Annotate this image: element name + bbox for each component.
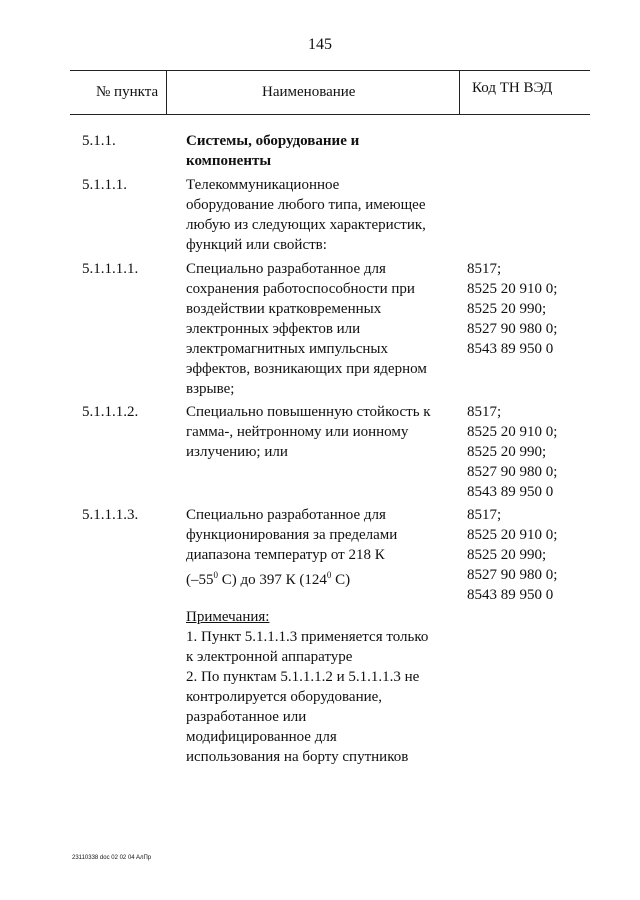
text-line: сохранения работоспособности при xyxy=(186,281,415,297)
temp-part: (–55 xyxy=(186,572,214,588)
code-item: 8527 90 980 0; xyxy=(467,567,558,583)
item-number: 5.1.1.1.3. xyxy=(82,507,139,523)
note-line: модифицированное для xyxy=(186,729,337,745)
note-line: разработанное или xyxy=(186,709,307,725)
header-item-number: № пункта xyxy=(96,84,159,100)
code-list xyxy=(467,505,557,605)
code-item: 8525 20 990; xyxy=(467,301,547,317)
item-description xyxy=(186,175,426,255)
text-line: электронных эффектов или xyxy=(186,321,361,337)
code-item: 8517; xyxy=(467,507,502,523)
note-line: использования на борту спутников xyxy=(186,749,409,765)
item-number: 5.1.1.1.2. xyxy=(82,404,139,420)
header-top-rule xyxy=(70,70,590,71)
code-item: 8543 89 950 0 xyxy=(467,341,554,357)
item-number: 5.1.1. xyxy=(82,133,116,149)
page-number: 145 xyxy=(308,36,332,53)
code-item: 8525 20 910 0; xyxy=(467,527,558,543)
code-item: 8525 20 990; xyxy=(467,444,547,460)
header-code: Код ТН ВЭД xyxy=(472,80,553,96)
text-line: взрыве; xyxy=(186,381,235,397)
temp-part: С) до 397 К (124 xyxy=(218,572,327,588)
text-line: любую из следующих характеристик, xyxy=(186,217,426,233)
note-line: к электронной аппаратуре xyxy=(186,649,353,665)
section-title xyxy=(186,131,359,171)
text-line: гамма-, нейтронному или ионному xyxy=(186,424,409,440)
text-line: эффектов, возникающих при ядерном xyxy=(186,361,427,377)
text-line: Телекоммуникационное xyxy=(186,177,340,193)
text-line: Специально разработанное для xyxy=(186,507,386,523)
item-number: 5.1.1.1.1. xyxy=(82,261,139,277)
title-line: Системы, оборудование и xyxy=(186,133,360,149)
notes-block xyxy=(186,607,428,767)
header-divider-1 xyxy=(166,70,167,114)
text-line: воздействии кратковременных xyxy=(186,301,382,317)
text-line: Специально разработанное для xyxy=(186,261,386,277)
text-line: электромагнитных импульсных xyxy=(186,341,388,357)
text-line: оборудование любого типа, имеющее xyxy=(186,197,426,213)
code-item: 8517; xyxy=(467,404,502,420)
title-line: компоненты xyxy=(186,153,272,169)
note-line: 1. Пункт 5.1.1.1.3 применяется только xyxy=(186,629,429,645)
header-bottom-rule xyxy=(70,114,590,115)
text-line: функционирования за пределами xyxy=(186,527,398,543)
header-name: Наименование xyxy=(262,84,356,100)
code-item: 8543 89 950 0 xyxy=(467,587,554,603)
footer-file-id: 23110338 doc 02 02 04 AлПр xyxy=(72,855,152,861)
code-item: 8525 20 990; xyxy=(467,547,547,563)
code-list xyxy=(467,259,557,359)
item-number: 5.1.1.1. xyxy=(82,177,127,193)
text-line: излучению; или xyxy=(186,444,288,460)
header-divider-2 xyxy=(459,70,460,114)
code-item: 8527 90 980 0; xyxy=(467,464,558,480)
code-item: 8517; xyxy=(467,261,502,277)
text-line: Специально повышенную стойкость к xyxy=(186,404,431,420)
item-description xyxy=(186,402,431,462)
notes-heading: Примечания: xyxy=(186,609,270,625)
code-item: 8543 89 950 0 xyxy=(467,484,554,500)
note-line: 2. По пунктам 5.1.1.1.2 и 5.1.1.1.3 не xyxy=(186,669,420,685)
text-line: функций или свойств: xyxy=(186,237,327,253)
item-description xyxy=(186,505,397,590)
temp-part: С) xyxy=(331,572,351,588)
code-item: 8525 20 910 0; xyxy=(467,281,558,297)
code-item: 8525 20 910 0; xyxy=(467,424,558,440)
note-line: контролируется оборудование, xyxy=(186,689,383,705)
item-description xyxy=(186,259,427,399)
code-item: 8527 90 980 0; xyxy=(467,321,558,337)
degree-sup: 0 xyxy=(326,570,332,580)
code-list xyxy=(467,402,557,502)
temperature-line xyxy=(186,565,397,590)
degree-sup: 0 xyxy=(213,570,218,580)
text-line: диапазона температур от 218 К xyxy=(186,547,385,563)
